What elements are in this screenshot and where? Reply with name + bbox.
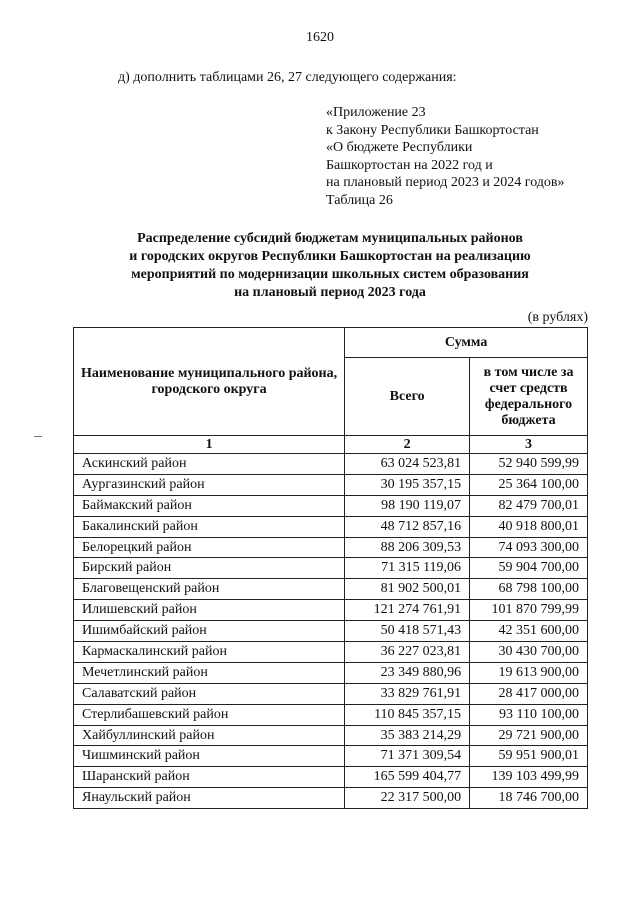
table-row: [74, 600, 588, 621]
district-name-cell: Мечетлинский район: [74, 662, 345, 683]
district-name-cell: Аскинский район: [74, 454, 345, 475]
total-amount-cell: 23 349 880,96: [345, 662, 470, 683]
federal-amount-cell: 68 798 100,00: [470, 579, 588, 600]
units-label: (в рублях): [527, 310, 588, 325]
district-name-cell: Баймакский район: [74, 495, 345, 516]
table-row: [74, 725, 588, 746]
district-name-cell: Чишминский район: [74, 746, 345, 767]
table-row: [74, 495, 588, 516]
total-amount-cell: 71 315 119,06: [345, 558, 470, 579]
table-body: [74, 454, 588, 809]
table-row: [74, 788, 588, 809]
federal-amount-cell: 101 870 799,99: [470, 600, 588, 621]
table-row: [74, 767, 588, 788]
table-row: [74, 537, 588, 558]
table-row: [74, 746, 588, 767]
federal-amount-cell: 40 918 800,01: [470, 516, 588, 537]
federal-amount-cell: 25 364 100,00: [470, 474, 588, 495]
total-amount-cell: 36 227 023,81: [345, 642, 470, 663]
total-amount-cell: 88 206 309,53: [345, 537, 470, 558]
table-row: [74, 621, 588, 642]
title-line: Распределение субсидий бюджетам муниципальных районов: [137, 231, 523, 246]
district-name-cell: Ишимбайский район: [74, 621, 345, 642]
district-name-cell: Аургазинский район: [74, 474, 345, 495]
table-row: [74, 642, 588, 663]
district-name-cell: Шаранский район: [74, 767, 345, 788]
federal-amount-cell: 19 613 900,00: [470, 662, 588, 683]
column-number: 3: [470, 436, 588, 454]
table-label: Таблица 26: [326, 192, 393, 208]
total-amount-cell: 33 829 761,91: [345, 683, 470, 704]
column-number: 2: [345, 436, 470, 454]
page-number: 1620: [306, 30, 334, 45]
total-amount-cell: 48 712 857,16: [345, 516, 470, 537]
total-amount-cell: 81 902 500,01: [345, 579, 470, 600]
header-total: Всего: [345, 358, 470, 436]
total-amount-cell: 110 845 357,15: [345, 704, 470, 725]
appendix-line: к Закону Республики Башкортостан: [326, 122, 539, 138]
federal-amount-cell: 82 479 700,01: [470, 495, 588, 516]
district-name-cell: Салаватский район: [74, 683, 345, 704]
intro-text: д) дополнить таблицами 26, 27 следующего содержания:: [118, 70, 457, 85]
total-amount-cell: 22 317 500,00: [345, 788, 470, 809]
total-amount-cell: 121 274 761,91: [345, 600, 470, 621]
federal-amount-cell: 59 904 700,00: [470, 558, 588, 579]
header-name: Наименование муниципального района, городского округа: [74, 328, 345, 436]
total-amount-cell: 35 383 214,29: [345, 725, 470, 746]
header-sum: Сумма: [345, 328, 588, 358]
district-name-cell: Янаульский район: [74, 788, 345, 809]
total-amount-cell: 165 599 404,77: [345, 767, 470, 788]
total-amount-cell: 30 195 357,15: [345, 474, 470, 495]
table-row: [74, 558, 588, 579]
district-name-cell: Илишевский район: [74, 600, 345, 621]
federal-amount-cell: 139 103 499,99: [470, 767, 588, 788]
appendix-line: Башкортостан на 2022 год и: [326, 157, 493, 173]
district-name-cell: Хайбуллинский район: [74, 725, 345, 746]
federal-amount-cell: 93 110 100,00: [470, 704, 588, 725]
federal-amount-cell: 18 746 700,00: [470, 788, 588, 809]
federal-amount-cell: 59 951 900,01: [470, 746, 588, 767]
total-amount-cell: 50 418 571,43: [345, 621, 470, 642]
title-line: и городских округов Республики Башкортостан на реализацию: [129, 249, 531, 264]
district-name-cell: Благовещенский район: [74, 579, 345, 600]
federal-amount-cell: 52 940 599,99: [470, 454, 588, 475]
table-row: [74, 662, 588, 683]
table-row: [74, 474, 588, 495]
title-line: на плановый период 2023 года: [234, 285, 426, 300]
appendix-heading: [326, 104, 565, 209]
total-amount-cell: 98 190 119,07: [345, 495, 470, 516]
federal-amount-cell: 42 351 600,00: [470, 621, 588, 642]
table-row: [74, 516, 588, 537]
title-line: мероприятий по модернизации школьных систем образования: [131, 267, 529, 282]
district-name-cell: Белорецкий район: [74, 537, 345, 558]
federal-amount-cell: 74 093 300,00: [470, 537, 588, 558]
appendix-line: «Приложение 23: [326, 105, 426, 120]
total-amount-cell: 71 371 309,54: [345, 746, 470, 767]
table-row: [74, 579, 588, 600]
federal-amount-cell: 30 430 700,00: [470, 642, 588, 663]
appendix-line: «О бюджете Республики: [326, 140, 473, 155]
federal-amount-cell: 28 417 000,00: [470, 683, 588, 704]
table-row: [74, 704, 588, 725]
district-name-cell: Стерлибашевский район: [74, 704, 345, 725]
appendix-line: на плановый период 2023 и 2024 годов»: [326, 175, 565, 190]
district-name-cell: Бирский район: [74, 558, 345, 579]
column-number: 1: [74, 436, 345, 454]
margin-mark: [34, 436, 42, 437]
table-row: [74, 683, 588, 704]
district-name-cell: Бакалинский район: [74, 516, 345, 537]
table-row: [74, 454, 588, 475]
district-name-cell: Кармаскалинский район: [74, 642, 345, 663]
total-amount-cell: 63 024 523,81: [345, 454, 470, 475]
header-federal: в том числе за счет средств федерального бюджета: [470, 358, 588, 436]
document-title: [60, 230, 600, 302]
subsidy-table: [73, 327, 588, 809]
federal-amount-cell: 29 721 900,00: [470, 725, 588, 746]
